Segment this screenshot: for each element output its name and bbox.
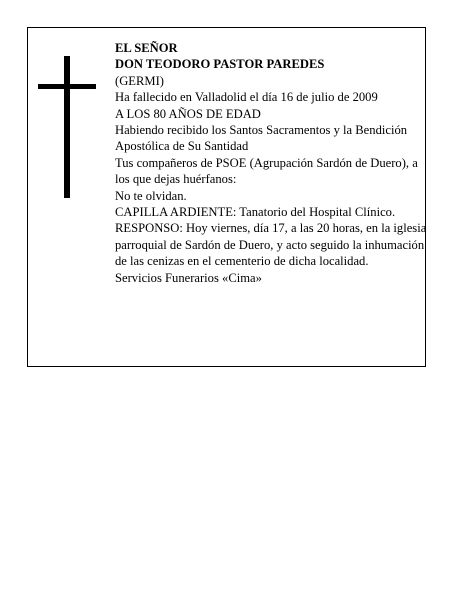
- companions-statement: Tus compañeros de PSOE (Agrupación Sardón de Duero), a los que dejas huérfanos:: [115, 155, 418, 187]
- chapel-statement: CAPILLA ARDIENTE: Tanatorio del Hospital Clínico.: [115, 205, 396, 220]
- cross-horizontal-bar: [38, 84, 96, 89]
- deceased-name: DON TEODORO PASTOR PAREDES: [115, 57, 325, 72]
- age-statement: A LOS 80 AÑOS DE EDAD: [115, 106, 261, 121]
- latin-cross-icon: [38, 56, 96, 198]
- responso-statement: RESPONSO: Hoy viernes, día 17, a las 20 horas, en la iglesia parroquial de Sardón de Duero, y acto seguido la inhumación de las cenizas en el cementerio de dicha localidad.: [115, 221, 427, 269]
- cross-vertical-bar: [64, 56, 70, 198]
- notice-title: EL SEÑOR: [115, 41, 178, 55]
- obituary-notice: [27, 27, 426, 367]
- funeral-services: Servicios Funerarios «Cima»: [115, 270, 262, 285]
- remembrance-statement: No te olvidan.: [115, 188, 187, 203]
- obituary-text: [115, 40, 427, 286]
- death-statement: Ha fallecido en Valladolid el día 16 de julio de 2009: [115, 90, 378, 105]
- deceased-nickname: (GERMI): [115, 73, 164, 88]
- sacraments-statement: Habiendo recibido los Santos Sacramentos y la Bendición Apostólica de Su Santidad: [115, 123, 408, 154]
